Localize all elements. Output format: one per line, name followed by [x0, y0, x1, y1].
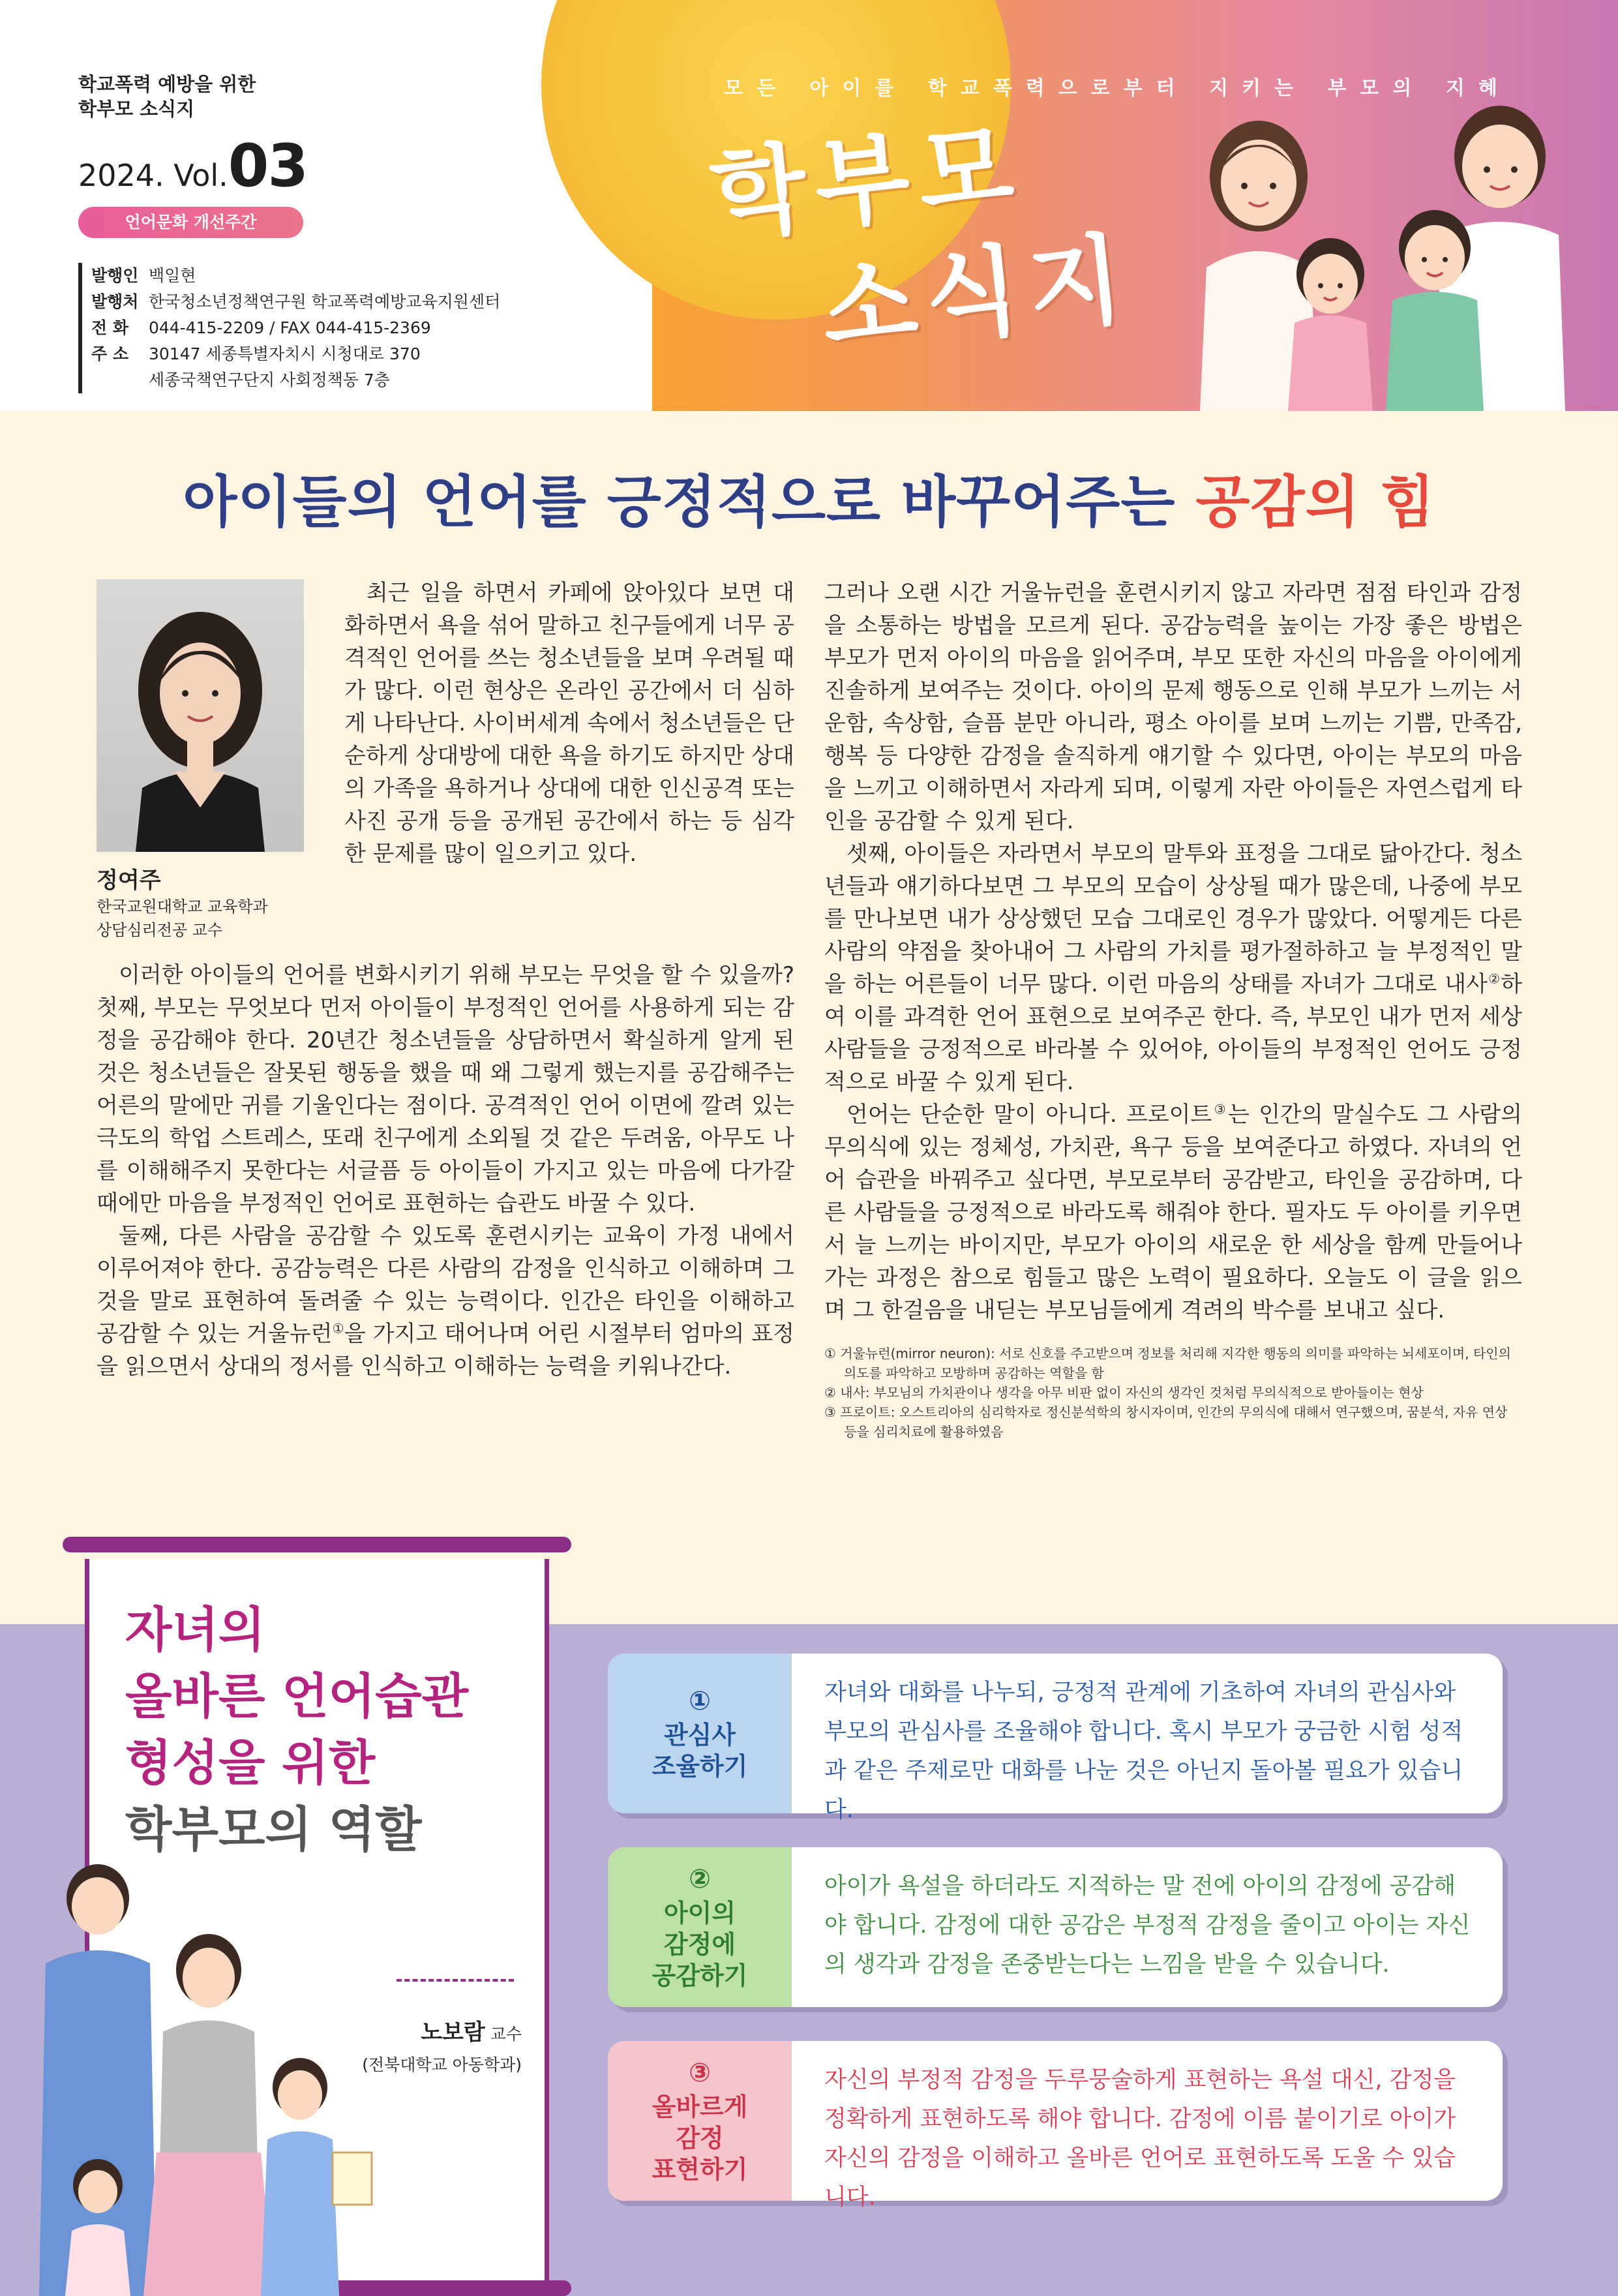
author-affiliation: 한국교원대학교 교육학과 상담심리전공 교수 — [97, 898, 268, 939]
article-title: 아이들의 언어를 긍정적으로 바꾸어주는 공감의 힘 — [183, 470, 1435, 535]
issue-info — [78, 72, 574, 393]
publisher-info — [78, 263, 574, 393]
footnote-ref: ① — [332, 1320, 344, 1337]
footnote: ① 거울뉴런(mirror neuron): 서로 신호를 주고받으며 정보를 처리해 지각한 행동의 의미를 파악하는 뇌세포이며, 타인의 의도를 파악하고 모방하며 공감하는 역할을 함 — [824, 1346, 1511, 1381]
article-column-2 — [824, 577, 1522, 1442]
dashed-divider — [397, 1979, 514, 1982]
logo-title-line-2: 소식지 — [816, 222, 1138, 368]
role-card-tag: ② 아이의 감정에 공감하기 — [608, 1847, 792, 2007]
footnote-ref: ② — [1487, 971, 1501, 987]
family-walking-illustration — [26, 1846, 391, 2296]
role-card-interest — [608, 1654, 1503, 1823]
role-card-description: 자신의 부정적 감정을 두루뭉술하게 표현하는 욕설 대신, 감정을 정확하게 표현하도록 해야 합니다. 감정에 이름 붙이기로 아이가 자신의 감정을 이해하고 올바른 언어로 표현하도록 도울 수 있습니다. — [824, 2067, 1456, 2211]
article-column-1-bottom — [97, 959, 794, 1383]
newsletter-logo-title — [706, 93, 1138, 382]
publisher-row: 발행인 백일현 — [91, 266, 196, 285]
family-illustration — [1161, 98, 1617, 411]
header-motto: 모든 아이를 학교폭력으로부터 지키는 부모의 지혜 — [724, 77, 1511, 100]
article-paragraph: 그러나 오랜 시간 거울뉴런을 훈련시키지 않고 자라면 점점 타인과 감정을 소통하는 방법을 모르게 된다. 공감능력을 높이는 가장 좋은 방법은 부모가 먼저 아이의 마음을 읽어주며, 부모 또한 자신의 마음을 아이에게 진솔하게 보여주는 것이다. 아이의 문제 행동으로 인해 부모가 느끼는 서운함, 속상함, 슬픔 분만 아니라, 평소 아이를 보며 느끼는 기쁨, 만족감, 행복 등 다양한 감정을 솔직하게 얘기할 수 있다면, 아이는 부모의 마음을 느끼고 이해하면서 자라게 되며, 이렇게 자란 아이들은 자연스럽게 타인을 공감할 수 있게 된다. — [824, 580, 1522, 834]
footnote: ② 내사: 부모님의 가치관이나 생각을 아무 비판 없이 자신의 생각인 것처럼 무의식적으로 받아들이는 현상 — [824, 1385, 1424, 1400]
week-badge: 언어문화 개선주간 — [78, 207, 303, 238]
role-author-title: 교수 — [485, 2025, 522, 2044]
volume-label — [78, 132, 574, 200]
author-photo — [97, 579, 304, 852]
role-card-description: 아이가 욕설을 하더라도 지적하는 말 전에 아이의 감정에 공감해야 합니다. 감정에 대한 공감은 부정적 감정을 줄이고 아이는 자신의 생각과 감정을 존중받는다는 느낌을 받을 수 있습니다. — [824, 1873, 1471, 1978]
author-name: 정여주 — [97, 868, 161, 894]
publisher-row: 주 소 30147 세종특별자치시 시청대로 370 — [91, 344, 421, 363]
article-title-accent: 공감의 힘 — [1195, 470, 1435, 535]
article-paragraph: 이러한 아이들의 언어를 변화시키기 위해 부모는 무엇을 할 수 있을까? 첫째, 부모는 무엇보다 먼저 아이들이 부정적인 언어를 사용하게 되는 감정을 공감해야 한다. 20년간 청소년들을 상담하면서 확실하게 알게 된 것은 청소년들은 잘못된 행동을 했을 때 왜 그렇게 했는지를 공감해주는 어른의 말에만 귀를 기울인다는 점이다. 공격적인 언어 이면에 깔려 있는 극도의 학업 스트레스, 또래 친구에게 소외될 것 같은 두려움, 아무도 나를 이해해주지 못한다는 서글픔 등 아이들이 가지고 있는 마음에 다가갈 때에만 마음을 부정적인 언어로 표현하는 습관도 바꿀 수 있다. — [97, 962, 794, 1216]
role-author-affiliation: (전북대학교 아동학과) — [362, 2055, 522, 2074]
logo-title-line-1: 학부모 — [706, 108, 1027, 254]
role-card-tag: ③ 올바르게 감정 표현하기 — [608, 2041, 792, 2201]
article-paragraph: 셋째, 아이들은 자라면서 부모의 말투와 표정을 그대로 닮아간다. 청소년들과 얘기하다보면 그 부모의 모습이 상상될 때가 많은데, 나중에 부모를 만나보면 내가 상상했던 모습 그대로인 경우가 많았다. 어떻게든 다른 사람의 약점을 찾아내어 그 사람의 가치를 평가절하하고 늘 부정적인 말을 하는 어른들이 너무 많다. 이런 마음의 상태를 자녀가 그대로 내사②하여 이를 과격한 언어 표현으로 보여주곤 한다. 즉, 부모인 내가 먼저 세상 사람들을 긍정적으로 바라볼 수 있어야, 아이들의 부정적인 언어도 긍정적으로 바꿀 수 있게 된다. — [824, 841, 1522, 1095]
newsletter-header — [0, 0, 1618, 411]
publisher-row: 발행처 한국청소년정책연구원 학교폭력예방교육지원센터 — [91, 292, 501, 311]
article-column-1-top — [344, 577, 794, 870]
role-card-empathy — [608, 1847, 1503, 2007]
scroll-rod-top — [63, 1537, 571, 1552]
role-author-name: 노보람 — [421, 2019, 485, 2046]
article-paragraph: 둘째, 다른 사람을 공감할 수 있도록 훈련시키는 교육이 가정 내에서 이루어져야 한다. 공감능력은 다른 사람의 감정을 인식하고 이해하며 그것을 말로 표현하여 돌려줄 수 있는 능력이다. 인간은 타인을 이해하고 공감할 수 있는 거울뉴런①을 가지고 태어나며 어린 시절부터 엄마의 표정을 읽으면서 상대의 정서를 인식하고 이해하는 능력을 키워나간다. — [97, 1223, 794, 1380]
role-card-expression — [608, 2041, 1503, 2211]
small-title-2: 학부모 소식지 — [78, 98, 195, 120]
publisher-row: 세종국책연구단지 사회정책동 7층 — [149, 370, 390, 389]
role-section-title: 자녀의 올바른 언어습관 형성을 위한 학부모의 역할 — [125, 1602, 469, 1858]
article-paragraph: 언어는 단순한 말이 아니다. 프로이트③는 인간의 말실수도 그 사람의 무의식에 있는 정체성, 가치관, 욕구 등을 보여준다고 하였다. 자녀의 언어 습관을 바꿔주고 싶다면, 부모로부터 공감받고, 타인을 공감하며, 다른 사람들을 긍정적으로 바라도록 해줘야 한다. 필자도 두 아이를 키우면서 늘 느끼는 바이지만, 부모가 아이의 새로운 한 세상을 함께 만들어나가는 과정은 참으로 힘들고 많은 노력이 필요하다. 오늘도 이 글을 읽으며 그 한걸음을 내딛는 부모님들에게 격려의 박수를 보내고 싶다. — [824, 1101, 1522, 1323]
volume-number: 03 — [228, 132, 308, 200]
small-title-1: 학교폭력 예방을 위한 — [78, 73, 256, 95]
article-paragraph: 최근 일을 하면서 카페에 앉아있다 보면 대화하면서 욕을 섞어 말하고 친구들에게 너무 공격적인 언어를 쓰는 청소년들을 보며 우려될 때가 많다. 이런 현상은 온라인 공간에서 더 심하게 나타난다. 사이버세계 속에서 청소년들은 단순하게 상대방에 대한 욕을 하기도 하지만 상대의 가족을 욕하거나 상대에 대한 인신공격 또는 사진 공개 등을 공개된 공간에서 하는 등 심각한 문제를 많이 일으키고 있다. — [344, 580, 794, 867]
footnotes — [824, 1344, 1522, 1442]
footnote: ③ 프로이트: 오스트리아의 심리학자로 정신분석학의 창시자이며, 인간의 무의식에 대해서 연구했으며, 꿈분석, 자유 연상 등을 심리치료에 활용하였음 — [824, 1404, 1508, 1440]
role-card-tag: ① 관심사 조율하기 — [608, 1654, 792, 1813]
role-card-description: 자녀와 대화를 나누되, 긍정적 관계에 기초하여 자녀의 관심사와 부모의 관심사를 조율해야 합니다. 혹시 부모가 궁금한 시험 성적과 같은 주제로만 대화를 나눈 것은 아닌지 돌아볼 필요가 있습니다. — [824, 1680, 1463, 1823]
author-portrait-image — [97, 579, 304, 852]
volume-prefix: 2024. Vol. — [78, 158, 228, 193]
publisher-row: 전 화 044-415-2209 / FAX 044-415-2369 — [91, 318, 431, 337]
footnote-ref: ③ — [1212, 1101, 1229, 1117]
